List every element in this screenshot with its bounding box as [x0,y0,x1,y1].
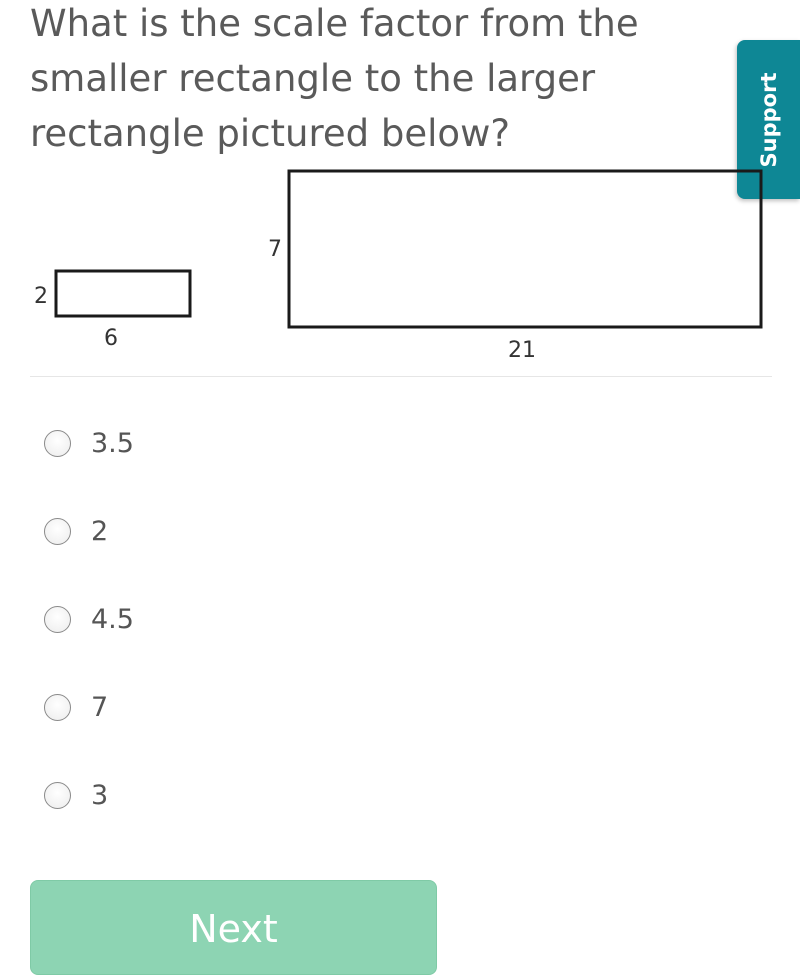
small-rectangle-height-label: 2 [34,284,48,309]
support-tab[interactable] [737,40,800,199]
answer-option-label: 4.5 [91,603,134,635]
question-text: What is the scale factor from the smaller rectangle to the larger rectangle pictured below? [30,2,639,155]
small-rectangle [56,271,190,316]
answer-option-label: 3.5 [91,427,134,459]
answer-option[interactable] [44,684,134,730]
answer-option-label: 2 [91,515,109,547]
answer-option[interactable] [44,508,134,554]
divider [30,376,772,377]
radio-button[interactable] [44,694,71,721]
answer-option-label: 7 [91,691,109,723]
large-rectangle [289,171,761,327]
answer-option[interactable] [44,596,134,642]
answer-option-label: 3 [91,779,109,811]
radio-button[interactable] [44,518,71,545]
answer-option[interactable] [44,772,134,818]
radio-button[interactable] [44,606,71,633]
answer-option[interactable] [44,420,134,466]
radio-button[interactable] [44,430,71,457]
large-rectangle-width-label: 21 [508,338,536,363]
small-rectangle-width-label: 6 [104,326,118,351]
answer-options [44,420,134,860]
radio-button[interactable] [44,782,71,809]
large-rectangle-height-label: 7 [268,237,282,262]
support-tab-label: Support [756,72,781,167]
next-button[interactable]: Next [30,880,437,975]
